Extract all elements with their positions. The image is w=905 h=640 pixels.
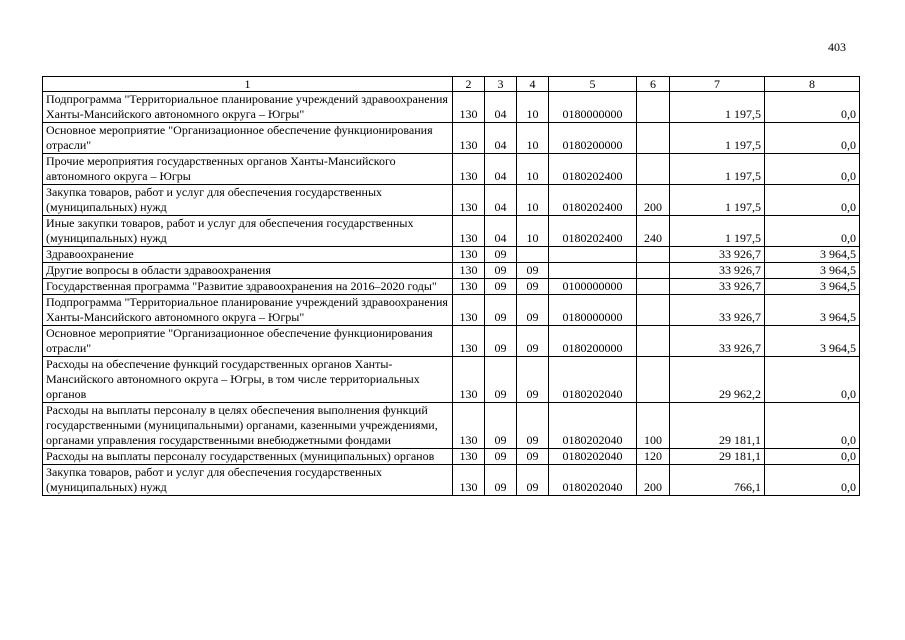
row-name-cell: Другие вопросы в области здравоохранения <box>43 263 453 279</box>
row-value-cell <box>637 247 670 263</box>
row-value-cell: 1 197,5 <box>670 185 765 216</box>
row-value-cell: 0180202040 <box>549 403 637 449</box>
row-value-cell: 130 <box>453 247 485 263</box>
row-value-cell <box>637 263 670 279</box>
row-value-cell: 29 962,2 <box>670 357 765 403</box>
table-body <box>43 92 860 496</box>
row-value-cell: 33 926,7 <box>670 247 765 263</box>
table-row <box>43 92 860 123</box>
row-value-cell <box>637 326 670 357</box>
table-row <box>43 154 860 185</box>
row-value-cell: 09 <box>485 465 517 496</box>
row-value-cell <box>549 263 637 279</box>
row-value-cell: 10 <box>517 123 549 154</box>
table-row <box>43 295 860 326</box>
row-value-cell <box>517 247 549 263</box>
row-value-cell: 130 <box>453 123 485 154</box>
row-value-cell: 0,0 <box>765 92 860 123</box>
row-value-cell: 130 <box>453 154 485 185</box>
row-value-cell: 0180202040 <box>549 357 637 403</box>
row-value-cell <box>637 295 670 326</box>
row-value-cell: 0180202400 <box>549 185 637 216</box>
row-value-cell: 3 964,5 <box>765 279 860 295</box>
row-value-cell: 09 <box>517 326 549 357</box>
row-value-cell: 09 <box>517 357 549 403</box>
row-value-cell: 0180202040 <box>549 449 637 465</box>
row-value-cell: 10 <box>517 185 549 216</box>
row-value-cell: 33 926,7 <box>670 279 765 295</box>
row-value-cell <box>549 247 637 263</box>
row-value-cell: 0180202400 <box>549 154 637 185</box>
row-value-cell: 0100000000 <box>549 279 637 295</box>
table-row <box>43 357 860 403</box>
row-value-cell: 130 <box>453 279 485 295</box>
row-value-cell: 04 <box>485 216 517 247</box>
row-value-cell: 09 <box>485 357 517 403</box>
row-value-cell: 3 964,5 <box>765 295 860 326</box>
row-value-cell: 0180202040 <box>549 465 637 496</box>
row-value-cell: 1 197,5 <box>670 92 765 123</box>
row-value-cell: 09 <box>517 465 549 496</box>
row-value-cell: 3 964,5 <box>765 263 860 279</box>
row-value-cell <box>637 154 670 185</box>
column-header: 5 <box>549 77 637 92</box>
row-value-cell: 09 <box>517 403 549 449</box>
row-name-cell: Государственная программа "Развитие здравоохранения на 2016–2020 годы" <box>43 279 453 295</box>
row-value-cell: 1 197,5 <box>670 216 765 247</box>
row-value-cell: 09 <box>485 449 517 465</box>
row-value-cell: 0180200000 <box>549 123 637 154</box>
row-name-cell: Основное мероприятие "Организационное обеспечение функционирования отрасли" <box>43 123 453 154</box>
row-value-cell <box>637 357 670 403</box>
row-name-cell: Закупка товаров, работ и услуг для обеспечения государственных (муниципальных) нужд <box>43 185 453 216</box>
row-name-cell: Закупка товаров, работ и услуг для обеспечения государственных (муниципальных) нужд <box>43 465 453 496</box>
table-row <box>43 465 860 496</box>
row-value-cell: 09 <box>517 449 549 465</box>
row-value-cell: 1 197,5 <box>670 123 765 154</box>
row-name-cell: Расходы на выплаты персоналу в целях обеспечения выполнения функций государственными (муниципальными) органами, казенными учреждениями, органами управления государственными внебюджетными фондами <box>43 403 453 449</box>
row-value-cell: 0180000000 <box>549 295 637 326</box>
row-value-cell: 0,0 <box>765 449 860 465</box>
row-name-cell: Здравоохранение <box>43 247 453 263</box>
row-name-cell: Основное мероприятие "Организационное обеспечение функционирования отрасли" <box>43 326 453 357</box>
row-value-cell: 33 926,7 <box>670 295 765 326</box>
row-value-cell: 09 <box>485 403 517 449</box>
table-row <box>43 185 860 216</box>
column-header: 8 <box>765 77 860 92</box>
row-value-cell: 29 181,1 <box>670 449 765 465</box>
row-value-cell: 0,0 <box>765 185 860 216</box>
row-value-cell: 09 <box>485 247 517 263</box>
row-value-cell: 10 <box>517 216 549 247</box>
table-row <box>43 216 860 247</box>
table-row <box>43 263 860 279</box>
row-value-cell: 09 <box>517 295 549 326</box>
row-value-cell: 130 <box>453 92 485 123</box>
row-name-cell: Подпрограмма "Территориальное планирование учреждений здравоохранения Ханты-Мансийского автономного округа – Югры" <box>43 92 453 123</box>
column-header: 1 <box>43 77 453 92</box>
row-value-cell: 766,1 <box>670 465 765 496</box>
row-value-cell: 130 <box>453 449 485 465</box>
row-value-cell: 130 <box>453 465 485 496</box>
page-number: 403 <box>828 40 846 54</box>
row-value-cell: 200 <box>637 185 670 216</box>
row-value-cell: 1 197,5 <box>670 154 765 185</box>
row-value-cell: 0,0 <box>765 154 860 185</box>
table-row <box>43 403 860 449</box>
row-value-cell <box>637 92 670 123</box>
row-value-cell <box>637 279 670 295</box>
row-value-cell: 0,0 <box>765 216 860 247</box>
row-value-cell: 130 <box>453 295 485 326</box>
row-value-cell: 130 <box>453 216 485 247</box>
row-value-cell: 33 926,7 <box>670 326 765 357</box>
row-value-cell: 04 <box>485 123 517 154</box>
table-row <box>43 326 860 357</box>
table-row <box>43 279 860 295</box>
row-value-cell: 33 926,7 <box>670 263 765 279</box>
row-value-cell: 10 <box>517 154 549 185</box>
row-value-cell: 240 <box>637 216 670 247</box>
header-row <box>43 77 860 92</box>
row-value-cell: 130 <box>453 326 485 357</box>
table-row <box>43 123 860 154</box>
row-value-cell: 0180202400 <box>549 216 637 247</box>
column-header: 6 <box>637 77 670 92</box>
table-row <box>43 247 860 263</box>
row-value-cell: 04 <box>485 154 517 185</box>
row-value-cell: 0180200000 <box>549 326 637 357</box>
row-value-cell: 09 <box>485 263 517 279</box>
row-value-cell: 09 <box>485 279 517 295</box>
row-value-cell: 04 <box>485 185 517 216</box>
row-value-cell: 09 <box>485 295 517 326</box>
row-value-cell: 3 964,5 <box>765 326 860 357</box>
row-value-cell: 0,0 <box>765 403 860 449</box>
row-name-cell: Расходы на выплаты персоналу государственных (муниципальных) органов <box>43 449 453 465</box>
column-header: 2 <box>453 77 485 92</box>
column-header: 7 <box>670 77 765 92</box>
row-name-cell: Расходы на обеспечение функций государственных органов Ханты-Мансийского автономного округа – Югры, в том числе территориальных органов <box>43 357 453 403</box>
row-name-cell: Подпрограмма "Территориальное планирование учреждений здравоохранения Ханты-Мансийского автономного округа – Югры" <box>43 295 453 326</box>
row-value-cell: 0180000000 <box>549 92 637 123</box>
row-value-cell: 0,0 <box>765 357 860 403</box>
row-value-cell: 130 <box>453 403 485 449</box>
row-value-cell: 0,0 <box>765 465 860 496</box>
budget-table <box>42 76 860 496</box>
row-value-cell: 04 <box>485 92 517 123</box>
row-value-cell: 10 <box>517 92 549 123</box>
row-name-cell: Прочие мероприятия государственных органов Ханты-Мансийского автономного округа – Югры <box>43 154 453 185</box>
row-value-cell: 09 <box>517 263 549 279</box>
column-header: 4 <box>517 77 549 92</box>
column-header: 3 <box>485 77 517 92</box>
row-value-cell: 29 181,1 <box>670 403 765 449</box>
row-value-cell: 0,0 <box>765 123 860 154</box>
row-value-cell: 200 <box>637 465 670 496</box>
row-value-cell: 130 <box>453 357 485 403</box>
row-value-cell: 130 <box>453 185 485 216</box>
row-value-cell: 3 964,5 <box>765 247 860 263</box>
row-value-cell: 130 <box>453 263 485 279</box>
row-value-cell: 09 <box>517 279 549 295</box>
row-value-cell: 120 <box>637 449 670 465</box>
row-value-cell: 100 <box>637 403 670 449</box>
table-row <box>43 449 860 465</box>
row-name-cell: Иные закупки товаров, работ и услуг для обеспечения государственных (муниципальных) нужд <box>43 216 453 247</box>
row-value-cell: 09 <box>485 326 517 357</box>
row-value-cell <box>637 123 670 154</box>
